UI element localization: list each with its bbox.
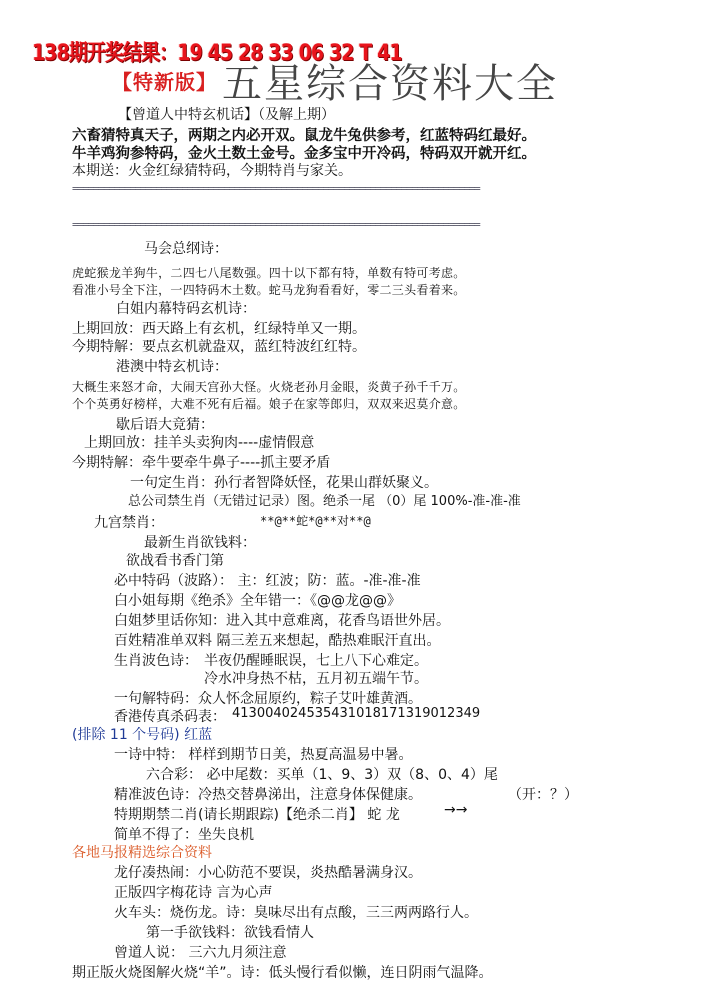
longzi-line: 龙仔凑热闹：小心防范不要误，炎热酷暑满身汉。 bbox=[114, 865, 422, 881]
poem-line: 虎蛇猴龙羊狗牛，二四七八尾数强。四十以下都有特，单数有特可考虑。 bbox=[72, 266, 466, 280]
first-hand-line: 第一手欲钱料：欲钱看情人 bbox=[146, 925, 314, 941]
zengdaoren-line: 曾道人说： 三六九月须注意 bbox=[114, 945, 287, 961]
draw-result-banner: 138期开奖结果：19 45 28 33 06 32 T 41 bbox=[32, 41, 402, 66]
fire-chart-line: 期正版火烧图解火烧“羊”。诗：低头慢行看似懒，连日阴雨气温降。 bbox=[72, 965, 493, 981]
odd-even-line: 百姓精准单双料 隔三差五来想起，酷热难眠汗直出。 bbox=[114, 633, 441, 649]
yuzhan-line: 欲战看书香门第 bbox=[126, 553, 224, 569]
poem-line: 半夜仍醒睡眠误，七上八下心难定。 bbox=[204, 653, 428, 669]
section-heading-baijie: 白姐内幕特码玄机诗： bbox=[116, 301, 256, 317]
poem-line: 冷水冲身热不枯，五月初五端午节。 bbox=[204, 671, 428, 687]
poem-line: 六畜猜特真天子，两期之内必开双。鼠龙牛兔供参考，红蓝特码红最好。 bbox=[72, 128, 536, 144]
fax-table-label: 香港传真杀码表： bbox=[114, 709, 226, 725]
divider-rule: ============================================================================== bbox=[72, 218, 480, 231]
newest-zodiac-heading: 最新生肖欲钱料： bbox=[144, 535, 256, 551]
tail-number-line: 六合彩： 必中尾数：买单（1、9、3）双（8、0、4）尾 bbox=[146, 767, 498, 783]
one-line-zodiac: 一句定生肖：孙行者智降妖怪，花果山群妖聚义。 bbox=[130, 475, 438, 491]
two-zodiac-kill-line: 特期期禁二肖(请长期跟踪)【绝杀二肖】 蛇 龙 bbox=[114, 807, 400, 823]
one-poem-line: 一诗中特： 样样到期节日美，热夏高温易中暑。 bbox=[114, 747, 413, 763]
poem-line: 牛羊鸡狗参特码，金火土数土金号。金多宝中开冷码，特码双开就开红。 bbox=[72, 146, 536, 162]
poem-line: 个个英勇好榜样，大难不死有后福。娘子在家等郎归，双双来迟莫介意。 bbox=[72, 397, 466, 411]
section-heading-gangao: 港澳中特玄机诗： bbox=[116, 359, 228, 375]
page-title: 五星综合资料大全 bbox=[222, 61, 558, 107]
edition-badge: 【特新版】 bbox=[112, 70, 217, 94]
section-heading-xiehouyu: 歇后语大竞猜： bbox=[116, 417, 214, 433]
poem-line: 本期送：火金红绿猜特码，今期特肖与家关。 bbox=[72, 163, 352, 179]
poem-line: 大概生来怒才命，大闹天宫孙大怪。火烧老孙月金眼，炎黄子孙千千万。 bbox=[72, 380, 466, 394]
one-line-number: 一句解特码：众人怀念屈原约，粽子艾叶雄黄酒。 bbox=[114, 691, 422, 707]
nine-palace-label: 九宫禁肖： bbox=[94, 515, 164, 531]
last-issue-review: 上期回放：挂羊头卖狗肉----虚情假意 bbox=[84, 435, 315, 451]
fax-table-value: 413004024535431018171319012349 bbox=[232, 706, 481, 721]
divider-rule: ============================================================================== bbox=[72, 182, 480, 195]
must-hit-wave-line: 必中特码（波路）： 主：红波；防：蓝。-准-准-准 bbox=[114, 573, 421, 589]
last-issue-review: 上期回放：西天路上有玄机，红绿特单又一期。 bbox=[72, 321, 366, 337]
xiaojie-line: 白小姐每期《绝杀》全年错一：《@@龙@@》 bbox=[114, 593, 401, 609]
open-result: （开：？） bbox=[508, 787, 578, 803]
current-issue-hint: 今期特解：要点玄机就盎双，蓝红特波红红特。 bbox=[72, 339, 366, 355]
dream-talk-line: 白姐梦里话你知：进入其中意难离，花香鸟语世外居。 bbox=[114, 613, 450, 629]
train-head-line: 火车头：烧伤龙。诗：臭味尽出有点酸，三三两两路行人。 bbox=[114, 905, 478, 921]
section-heading-zengdaoren: 【曾道人中特玄机话】（及解上期） bbox=[118, 107, 335, 123]
forbidden-zodiac-line: 总公司禁生肖（无错过记录）图。绝杀一尾 （0）尾 100%-准-准-准 bbox=[128, 494, 521, 509]
arrow-icon: →→ bbox=[444, 802, 468, 818]
poem-line: 看准小号全下注，一四特码木土数。蛇马龙狗看看好，零二三头看着来。 bbox=[72, 283, 466, 297]
nine-palace-value: **@**蛇*@**对**@ bbox=[260, 514, 371, 528]
exclude-numbers: (排除 11 个号码) 红蓝 bbox=[72, 727, 213, 743]
section-heading-regional: 各地马报精选综合资料 bbox=[72, 845, 212, 861]
precise-wave-line: 精准波色诗：冷热交替鼻涕出，注意身体保健康。 bbox=[114, 787, 422, 803]
current-issue-hint: 今期特解：牵牛要牵牛鼻子----抓主要矛盾 bbox=[72, 455, 331, 471]
simple-line: 简单不得了：坐失良机 bbox=[114, 827, 254, 843]
section-heading-horse: 马会总纲诗： bbox=[144, 241, 228, 257]
zodiac-wave-label: 生肖波色诗： bbox=[114, 653, 198, 669]
plum-poem-line: 正版四字梅花诗 言为心声 bbox=[114, 885, 273, 901]
